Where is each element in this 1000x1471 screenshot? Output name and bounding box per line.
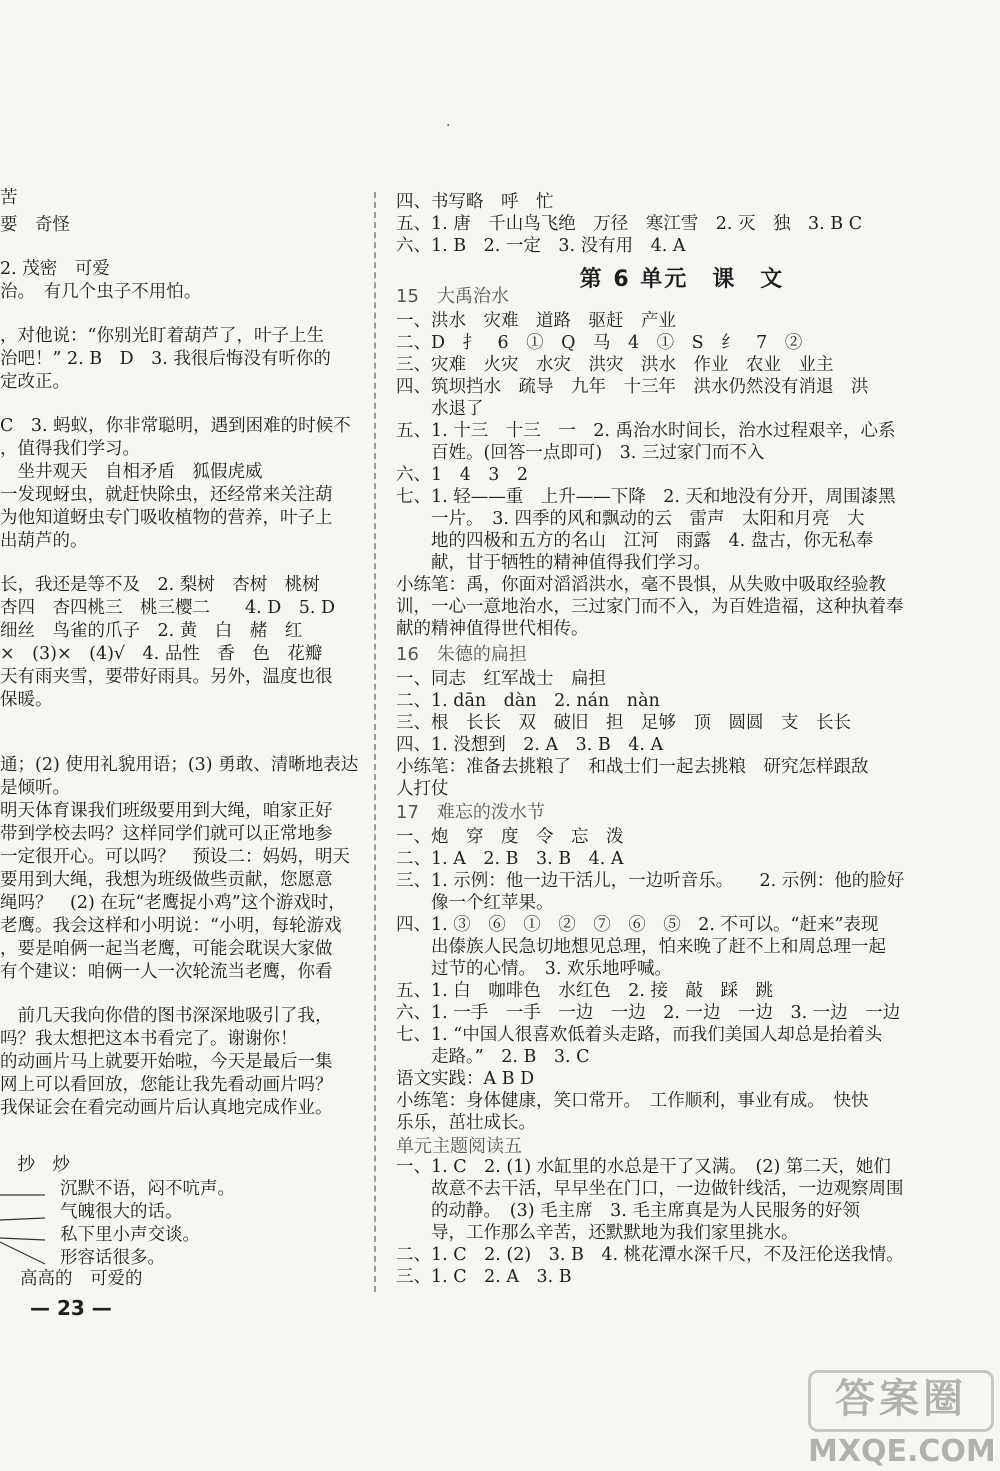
answer-line: 二、1. C 2. (2) 3. B 4. 桃花潭水深千尺，不及汪伦送我情。 [396,1245,904,1265]
answer-line: 苦 [0,188,18,208]
watermark-url: MXQE.COM [808,1434,996,1469]
answer-line: 保暖。 [0,690,53,710]
answer-line: 长，我还是等不及 2. 梨树 杏树 桃树 [0,575,320,595]
answer-line: 三、1. C 2. A 3. B [396,1267,572,1287]
answer-line: 一、炮 穿 度 令 忘 泼 [396,827,624,847]
answer-line: 二、1. dān dàn 2. nán nàn [396,691,660,711]
answer-line: 是倾听。 [0,778,70,798]
answer-line: 小练笔：身体健康，笑口常开。 工作顺利，事业有成。 快快 [396,1091,869,1111]
answer-line: 五、1. 白 咖啡色 水红色 2. 接 敲 踩 跳 [396,981,774,1001]
column-divider [374,192,376,1292]
answer-line: 百姓。(回答一点即可) 3. 三过家门而不入 [396,443,765,463]
answer-line: ，值得我们学习。 [0,439,140,459]
answer-line: 导，工作那么辛苦，还默默地为我们家里挑水。 [396,1223,799,1243]
answer-line: 四、筑坝挡水 疏导 九年 十三年 洪水仍然没有消退 洪 [396,377,869,397]
answer-line: 二、1. A 2. B 3. B 4. A [396,849,624,869]
answer-line: 五、1. 十三 十三 一 2. 禹治水时间长，治水过程艰辛，心系 [396,421,896,441]
answer-line: 通；(2) 使用礼貌用语；(3) 勇敢、清晰地表达 [0,755,359,775]
lesson-title: 15 大禹治水 [396,286,509,307]
answer-line: 六、1 4 3 2 [396,465,529,485]
answer-line: 四、书写略 呼 忙 [396,192,554,212]
scan-speck: · [446,118,451,134]
answer-line: 小练笔：禹，你面对滔滔洪水，毫不畏惧，从失败中吸取经验教 [396,575,886,595]
answer-line: 出葫芦的。 [0,531,88,551]
answer-line: 治。 有几个虫子不用怕。 [0,282,202,302]
answer-line: 四、1. 没想到 2. A 3. B 4. A [396,735,664,755]
answer-line: 前几天我向你借的图书深深地吸引了我， [0,1006,333,1026]
answer-line: 乐乐，茁壮成长。 [396,1113,536,1133]
answer-line: 细丝 鸟雀的爪子 2. 黄 白 赭 红 [0,621,303,641]
answer-line: 吗？我太想把这本书看完了。谢谢你！ [0,1029,298,1049]
answer-line: 语文实践：A B D [396,1069,535,1089]
answer-line: ，要是咱俩一起当老鹰，可能会耽误大家做 [0,939,333,959]
answer-line: 老鹰。我会这样和小明说：“小明，每轮游戏 [0,916,342,936]
answer-line: 2. 茂密 可爱 [0,259,110,279]
answer-line: 六、1. B 2. 一定 3. 没有用 4. A [396,236,686,256]
answer-line: 定改正。 [0,372,70,392]
answer-line: 水退了 [396,399,484,419]
answer-line: 二、D 扌 6 ① Q 马 4 ① S 纟 7 ② [396,333,803,353]
answer-line: 要 奇怪 [0,215,70,235]
page-number: — 23 — [30,1296,112,1320]
answer-line: 高高的 可爱的 [20,1269,143,1289]
answer-line: 走路。” 2. B 3. C [396,1047,590,1067]
answer-line: 一、同志 红军战士 扁担 [396,669,606,689]
matching-item: 沉默不语，闷不吭声。 [60,1179,235,1199]
answer-line: 四、1. ③ ⑥ ① ② ⑦ ⑥ ⑤ 2. 不可以。“赶来”表现 [396,915,879,935]
answer-line: 带到学校去吗？这样同学们就可以正常地参 [0,824,333,844]
answer-line: 抄 炒 [0,1155,70,1175]
answer-line: 像一个红苹果。 [396,893,554,913]
lesson-title: 单元主题阅读五 [396,1136,522,1157]
answer-line: 训，一心一意地治水，三过家门而不入，为百姓造福，这种执着奉 [396,597,904,617]
answer-line: 的动静。 (3) 毛主席 3. 毛主席真是为人民服务的好领 [396,1201,860,1221]
answer-line: 七、1. 轻——重 上升——下降 2. 天和地没有分开，周围漆黑 [396,487,896,507]
answer-line: 六、1. 一手 一手 一边 一边 2. 一边 一边 3. 一边 一边 [396,1003,901,1023]
answer-line: 为他知道蚜虫专门吸收植物的营养，叶子上 [0,508,333,528]
matching-item: 气魄很大的话。 [60,1202,183,1222]
answer-line: 有个建议：咱俩一人一次轮流当老鹰，你看 [0,962,333,982]
answer-line: 天有雨夹雪，要带好雨具。另外，温度也很 [0,667,333,687]
answer-line: 我保证会在看完动画片后认真地完成作业。 [0,1098,333,1118]
answer-line: 献的精神值得世代相传。 [396,619,589,639]
unit-heading: 第 6 单元 课 文 [579,267,785,292]
watermark-logo-text: 答案圈 [808,1370,994,1432]
answer-line: 要用到大绳，我想为班级做些贡献，您愿意 [0,870,333,890]
answer-line: 过节的心情。 3. 欢乐地呼喊。 [396,959,673,979]
answer-line: 治吧！” 2. B D 3. 我很后悔没有听你的 [0,349,331,369]
answer-line: × (3)× (4)√ 4. 品性 香 色 花瓣 [0,644,323,664]
answer-line: 明天体育课我们班级要用到大绳，咱家正好 [0,801,333,821]
answer-line: 一发现蚜虫，就赶快除虫，还经常来关注葫 [0,485,333,505]
answer-line: 献，甘于牺牲的精神值得我们学习。 [396,553,711,573]
answer-line: 小练笔：准备去挑粮了 和战士们一起去挑粮 研究怎样跟敌 [396,757,869,777]
answer-line: 地的四极和五方的名山 江河 雨露 4. 盘古，你无私奉 [396,531,874,551]
answer-line: ，对他说：“你别光盯着葫芦了，叶子上生 [0,326,324,346]
answer-line: 的动画片马上就要开始啦，今天是最后一集 [0,1052,333,1072]
answer-line: 绳吗？ (2) 在玩“老鹰捉小鸡”这个游戏时， [0,893,346,913]
answer-line: 出傣族人民急切地想见总理，怕来晚了赶不上和周总理一起 [396,937,886,957]
matching-lines [0,1180,110,1280]
answer-line: 七、1. “中国人很喜欢低着头走路，而我们美国人却总是抬着头 [396,1025,883,1045]
answer-line: 人打仗 [396,779,449,799]
answer-line: 坐井观天 自相矛盾 狐假虎威 [0,462,263,482]
lesson-title: 17 难忘的泼水节 [396,802,545,823]
answer-line: 三、1. 示例：他一边干活儿，一边听音乐。 2. 示例：他的脸好 [396,871,905,891]
answer-line: 网上可以看回放，您能让我先看动画片吗？ [0,1075,333,1095]
answer-line: 三、灾难 火灾 水灾 洪灾 洪水 作业 农业 业主 [396,355,834,375]
answer-line: 五、1. 唐 千山鸟飞绝 万径 寒江雪 2. 灭 独 3. B C [396,214,863,234]
watermark-logo [808,1370,996,1469]
answer-line: 三、根 长长 双 破旧 担 足够 顶 圆圆 支 长长 [396,713,851,733]
lesson-title: 16 朱德的扁担 [396,644,527,665]
matching-item: 形容话很多。 [60,1248,165,1268]
answer-line: 一定很开心。可以吗？ 预设二：妈妈，明天 [0,847,350,867]
matching-item: 私下里小声交谈。 [60,1225,200,1245]
answer-line: 一、1. C 2. (1) 水缸里的水总是干了又满。 (2) 第二天，她们 [396,1157,891,1177]
answer-line: 杏四 杏四桃三 桃三樱二 4. D 5. D [0,598,336,618]
answer-line: 一、洪水 灾难 道路 驱赶 产业 [396,311,676,331]
answer-line: 一片。 3. 四季的风和飘动的云 雷声 太阳和月亮 大 [396,509,865,529]
answer-line: C 3. 蚂蚁，你非常聪明，遇到困难的时候不 [0,416,351,436]
answer-line: 故意不去干活，早早坐在门口，一边做针线活，一边观察周围 [396,1179,904,1199]
